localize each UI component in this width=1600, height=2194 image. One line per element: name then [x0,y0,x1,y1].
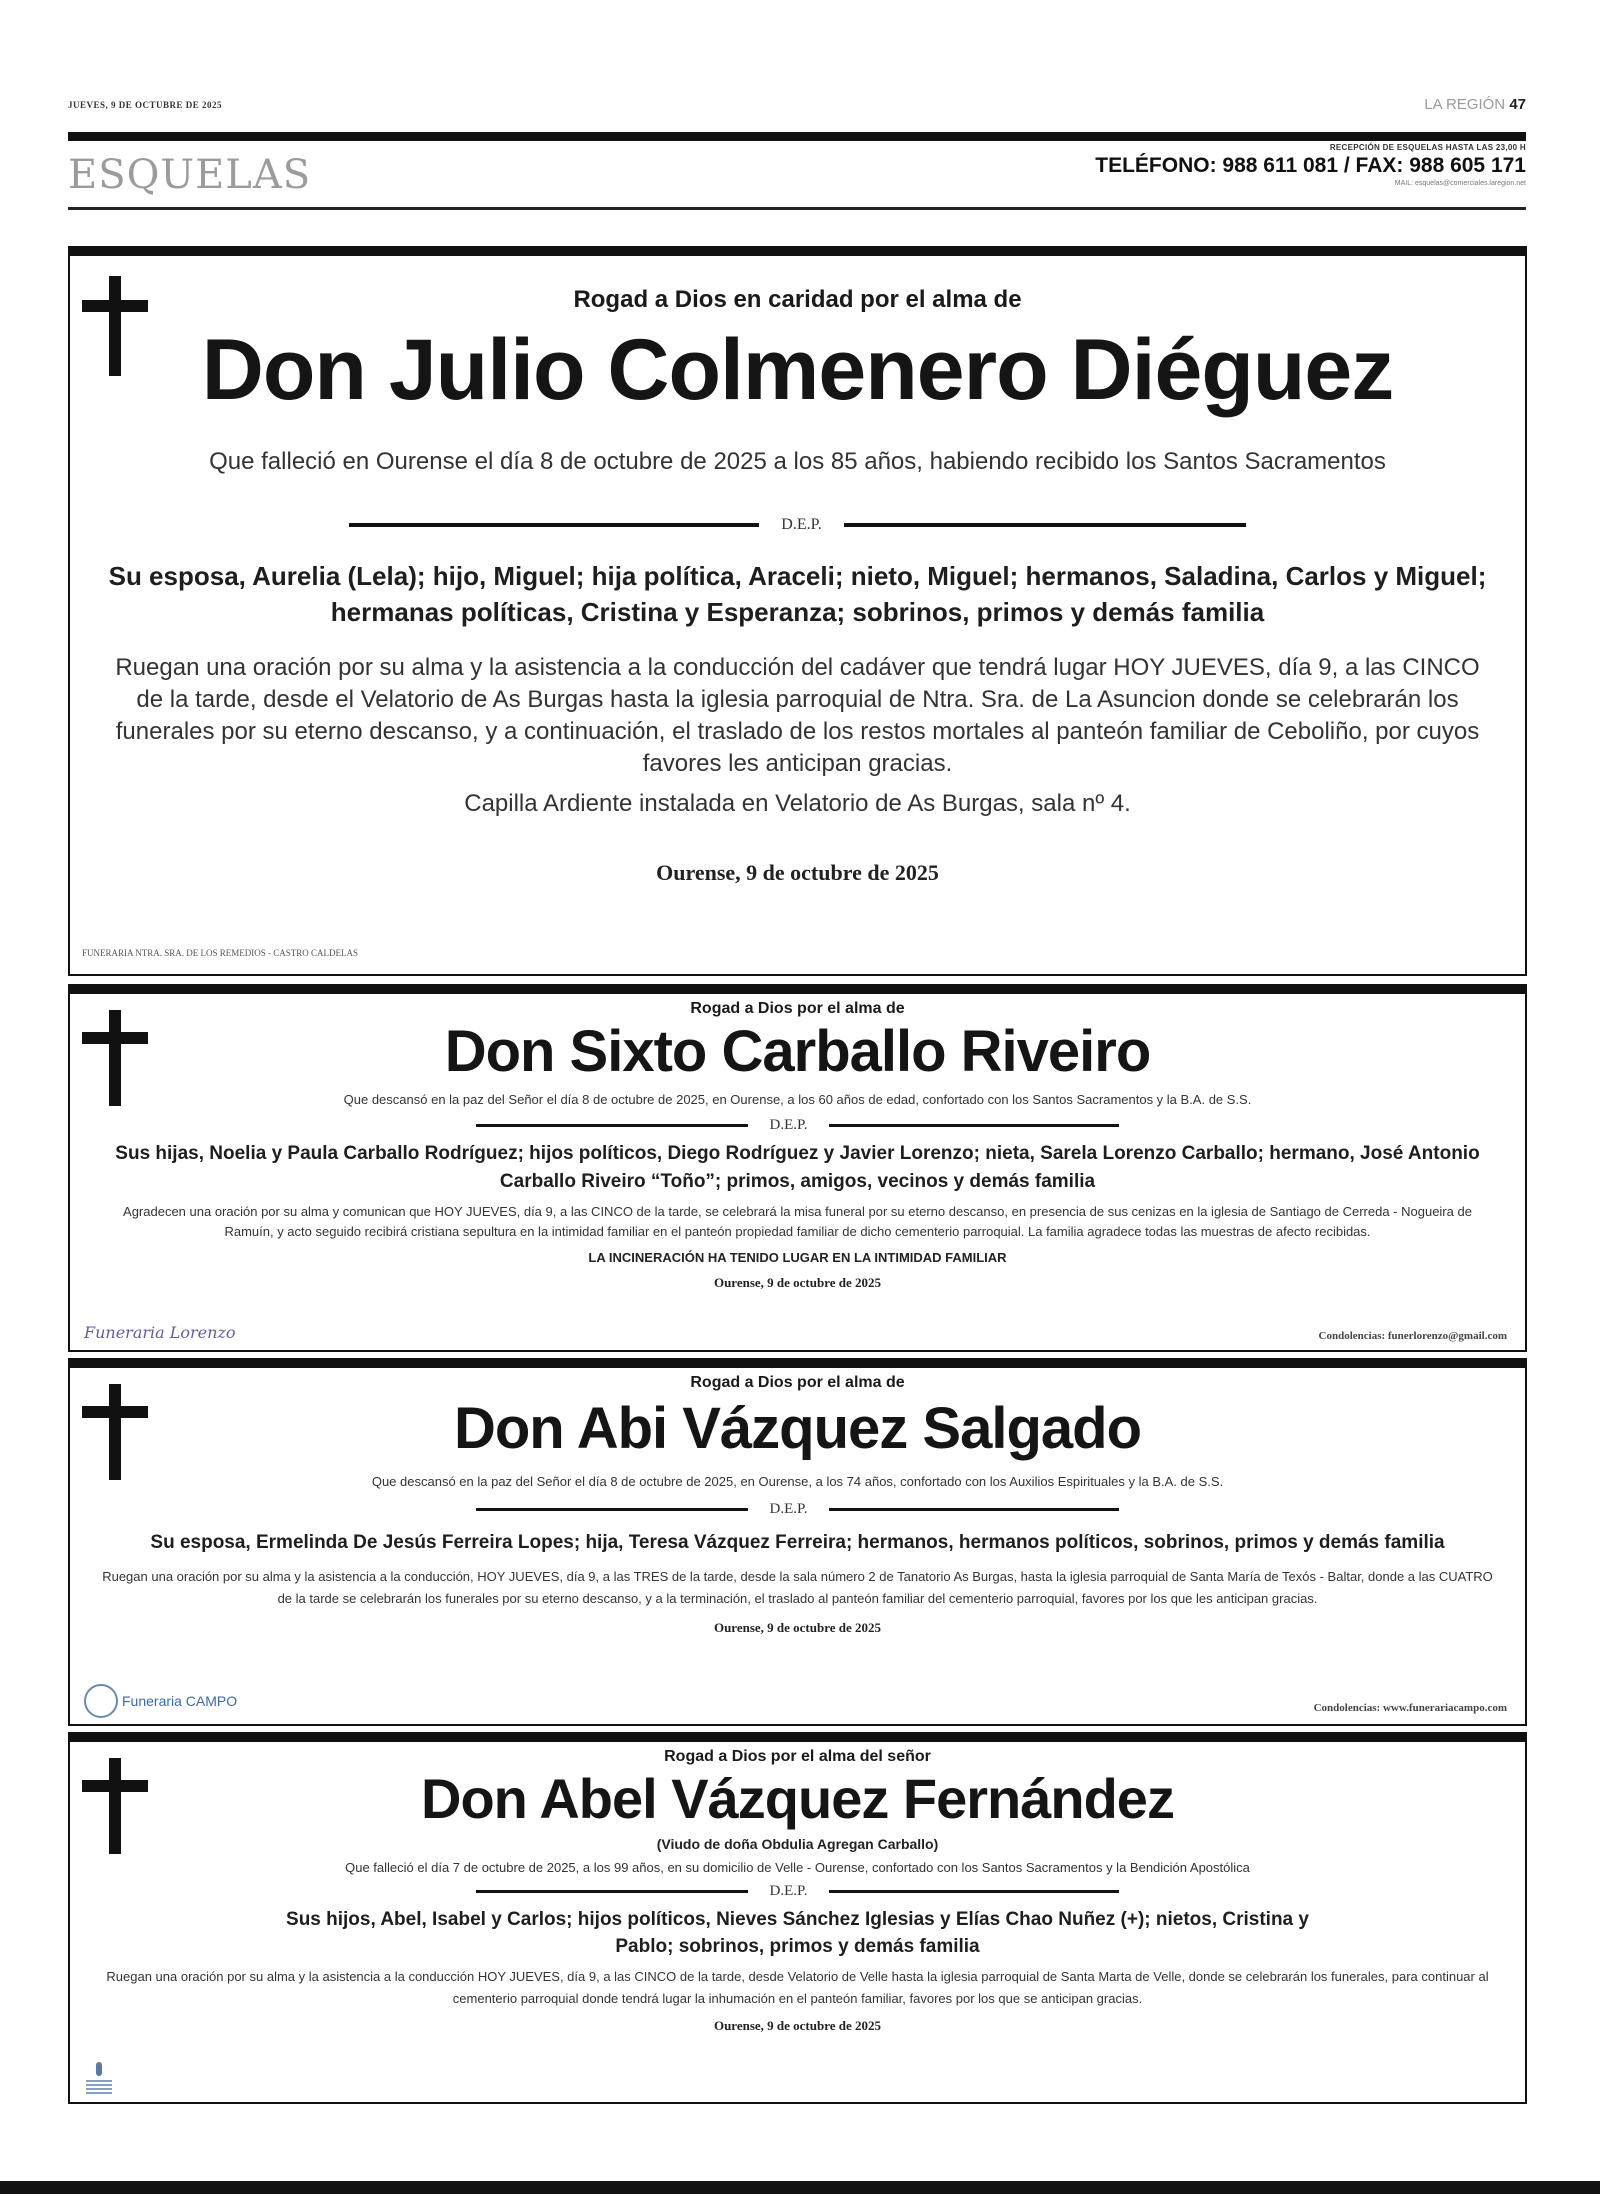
cross-icon [82,1758,150,1858]
obituary-name: Don Abi Vázquez Salgado [453,1396,1142,1461]
obituary-abel-vazquez [68,1732,1527,2104]
obituary-intro: Rogad a Dios por el alma de [690,1000,905,1017]
page-number [1424,96,1526,113]
obituary-intro: Rogad a Dios por el alma de [690,1374,905,1391]
funeral-home-logo: Funeraria Lorenzo [84,1323,236,1342]
obituary-closing: Ourense, 9 de octubre de 2025 [713,1275,882,1290]
obituary-body: Ruegan una oración por su alma y la asistencia a la conducción del cadáver que tendrá lugar HOY JUEVES, día 9, a las CINCO de la tarde, desde el Velatorio de As Burgas hasta la iglesia parroquial de Ntra. Sra. de La Asuncion donde se celebrarán los funerales por su eterno descanso, y a continuación, el traslado de los restos mortales al panteón familiar de Ceboliño, por cuyos favores les anticipan gracias. [115,654,1480,777]
obituary-closing: Ourense, 9 de octubre de 2025 [656,860,939,885]
dep-label: D.E.P. [781,516,822,533]
page-number-value: 47 [1509,96,1526,113]
dep-separator [70,516,1525,534]
funeral-home: FUNERARIA NTRA. SRA. DE LOS REMEDIOS - CASTRO CALDELAS [82,948,359,958]
dep-label: D.E.P. [769,1501,808,1517]
obituary-sixto-carballo [68,984,1527,1352]
obituary-name: Don Sixto Carballo Riveiro [444,1019,1151,1084]
obituary-intro: Rogad a Dios por el alma del señor [664,1748,931,1765]
obituary-name: Don Abel Vázquez Fernández [421,1767,1174,1830]
page-top-bar [68,96,1526,116]
obituary-closing: Ourense, 9 de octubre de 2025 [713,2018,882,2033]
obituary-family: Su esposa, Aurelia (Lela); hijo, Miguel; hija política, Araceli; nieto, Miguel; hermanos, Saladina, Carlos y Miguel; hermanas políticas, Cristina y Esperanza; sobrinos, primos y demás familia [108,561,1487,627]
cross-icon [82,1010,150,1110]
obituary-family: Sus hijas, Noelia y Paula Carballo Rodríguez; hijos políticos, Diego Rodríguez y Javier Lorenzo; nieta, Sarela Lorenzo Carballo; hermano, José Antonio Carballo Riveiro “Toño”; primos, amigos, vecinos y demás familia [115,1143,1480,1192]
obituary-subtitle: (Viudo de doña Obdulia Agregan Carballo) [656,1836,939,1852]
phone-fax: TELÉFONO: 988 611 081 / FAX: 988 605 171 [1095,154,1526,177]
funeral-home-logo [86,2062,112,2098]
funeral-home-logo [84,1684,237,1718]
obituary-family: Su esposa, Ermelinda De Jesús Ferreira Lopes; hija, Teresa Vázquez Ferreira; hermanos, hermanos políticos, sobrinos, primos y demás familia [150,1532,1445,1553]
contact-mail: MAIL: esquelas@comerciales.laregion.net [1394,180,1526,187]
obituary-note: LA INCINERACIÓN HA TENIDO LUGAR EN LA INTIMIDAD FAMILIAR [588,1250,1007,1265]
dep-separator [70,1883,1525,1900]
globe-icon [84,1684,118,1718]
page-bottom-rule [0,2181,1600,2194]
obituary-death-notice: Que descansó en la paz del Señor el día 8 de octubre de 2025, en Ourense, a los 74 años, confortado con los Auxilios Espirituales y la B.A. de S.S. [371,1474,1224,1489]
condolences-contact: Condolencias: funerlorenzo@gmail.com [1318,1330,1507,1342]
dep-label: D.E.P. [769,1883,808,1899]
obituary-death-notice: Que falleció en Ourense el día 8 de octubre de 2025 a los 85 años, habiendo recibido los Santos Sacramentos [209,448,1386,475]
header-rule [68,132,1526,141]
obituary-death-notice: Que falleció el día 7 de octubre de 2025, a los 99 años, en su domicilio de Velle - Ourense, confortado con los Santos Sacramentos y la Bendición Apostólica [345,1860,1250,1875]
reception-hours: RECEPCIÓN DE ESQUELAS HASTA LAS 23,00 H [1329,143,1526,152]
obituary-body: Agradecen una oración por su alma y comunican que HOY JUEVES, día 9, a las CINCO de la tarde, se celebrará la misa funeral por su eterno descanso, en presencia de sus cenizas en la iglesia de Santiago de Cerreda - Nogueira de Ramuín, y acto seguido recibirá cristiana sepultura en la intimidad familiar en el panteón propiedad familiar de dicho cementerio parroquial. La familia agradece todas las muestras de afecto recibidas. [123,1204,1472,1239]
obituary-julio-colmenero [68,246,1527,976]
obituary-body: Ruegan una oración por su alma y la asistencia a la conducción HOY JUEVES, día 9, a las CINCO de la tarde, desde Velatorio de Velle hasta la iglesia parroquial de Santa Marta de Velle, donde se celebrarán los funerales, para continuar al cementerio parroquial donde tendrá lugar la inhumación en el panteón familiar, favores por los que se anticipan gracias. [106,1969,1489,2006]
page-date: JUEVES, 9 DE OCTUBRE DE 2025 [68,100,223,110]
obituary-death-notice: Que descansó en la paz del Señor el día 8 de octubre de 2025, en Ourense, a los 60 años de edad, confortado con los Santos Sacramentos y la B.A. de S.S. [343,1092,1252,1107]
contact-block [1095,143,1526,187]
obituary-body: Ruegan una oración por su alma y la asistencia a la conducción, HOY JUEVES, día 9, a las TRES de la tarde, desde la sala número 2 de Tanatorio As Burgas, hasta la iglesia parroquial de Santa María de Texós - Baltar, donde a las CUATRO de la tarde se celebrarán los funerales por su eterno descanso, y a la terminación, el traslado al panteón familiar del cementerio parroquial, favores por los que les anticipan gracias. [102,1569,1493,1606]
obituary-name: Don Julio Colmenero Diéguez [201,322,1394,418]
publication-name: LA REGIÓN [1424,96,1506,113]
section-title: ESQUELAS [68,152,312,198]
candle-icon [96,2062,102,2076]
cross-icon [82,1384,150,1484]
dep-separator [70,1501,1525,1518]
dep-separator [70,1117,1525,1134]
obituary-chapel: Capilla Ardiente instalada en Velatorio de As Burgas, sala nº 4. [464,790,1131,817]
dep-label: D.E.P. [769,1117,808,1133]
header-bottom-rule [68,207,1526,210]
obituary-family: Sus hijos, Abel, Isabel y Carlos; hijos políticos, Nieves Sánchez Iglesias y Elías Chao Nuñez (+); nietos, Cristina y Pablo; sobrinos, primos y demás familia [286,1909,1309,1957]
obituary-intro: Rogad a Dios en caridad por el alma de [573,286,1022,313]
cross-icon [82,276,150,380]
condolences-contact: Condolencias: www.funerariacampo.com [1313,1702,1507,1714]
funeral-home-name: Funeraria CAMPO [122,1693,238,1709]
obituary-closing: Ourense, 9 de octubre de 2025 [713,1620,882,1635]
obituary-abi-vazquez [68,1358,1527,1726]
